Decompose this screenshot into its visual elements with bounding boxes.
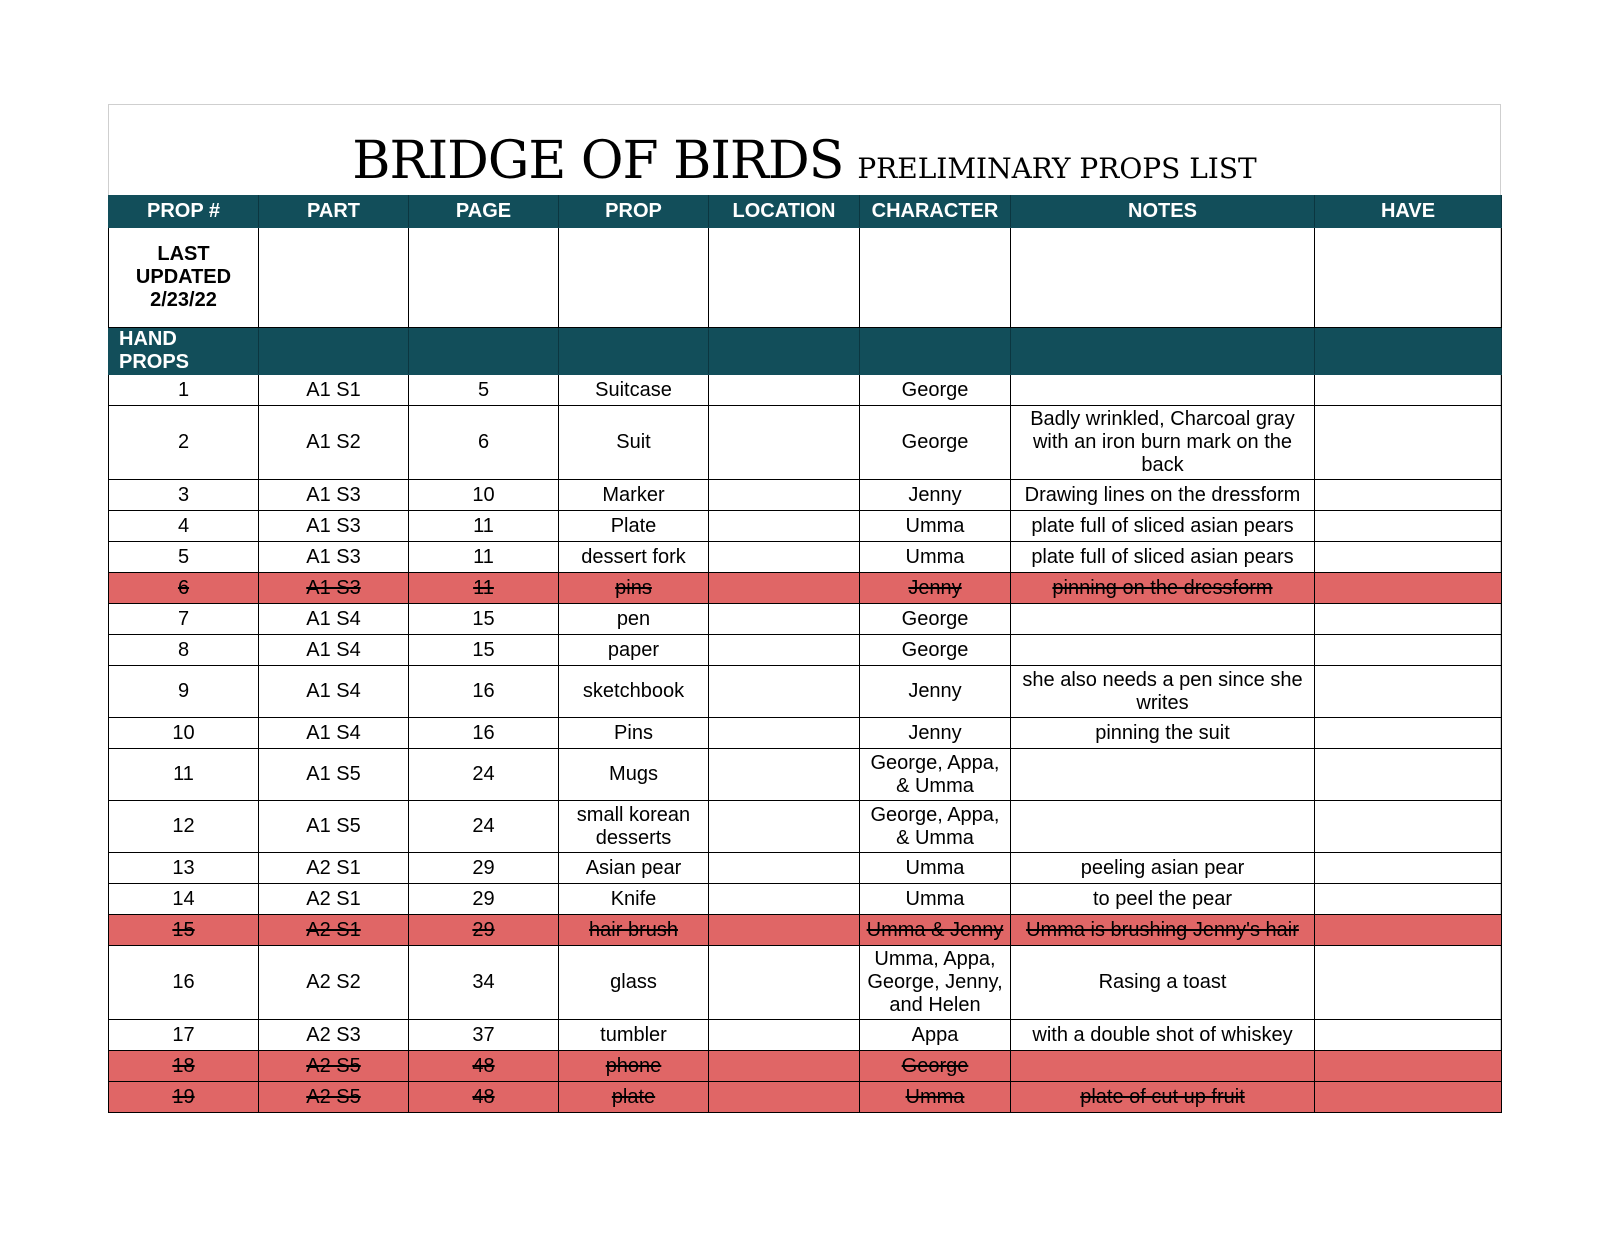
last-updated-date: 2/23/22 — [150, 289, 217, 311]
cell-have[interactable] — [1315, 946, 1502, 1020]
cell-part[interactable]: A2 S3 — [259, 1020, 409, 1051]
cell-prop-num[interactable]: 17 — [109, 1020, 259, 1051]
table-row — [109, 801, 1502, 853]
table-row — [109, 375, 1502, 406]
section-cell[interactable] — [409, 328, 559, 375]
section-cell[interactable] — [259, 328, 409, 375]
cell-page[interactable]: 16 — [409, 666, 559, 718]
table-row — [109, 604, 1502, 635]
cell-part[interactable]: A1 S3 — [259, 573, 409, 604]
cell-notes[interactable]: to peel the pear — [1011, 884, 1315, 915]
table-row-cut — [109, 1051, 1502, 1082]
cell-have[interactable] — [1315, 915, 1502, 946]
cell-character[interactable]: George — [860, 1051, 1011, 1082]
cell-prop[interactable]: Suitcase — [559, 375, 709, 406]
section-cell[interactable] — [1011, 328, 1315, 375]
table-row — [109, 718, 1502, 749]
cell-prop[interactable]: tumbler — [559, 1020, 709, 1051]
cell-prop[interactable]: Marker — [559, 480, 709, 511]
cell-character[interactable]: George, Appa, & Umma — [860, 749, 1011, 801]
cell-prop-num[interactable]: 19 — [109, 1082, 259, 1113]
cell-part[interactable]: A1 S4 — [259, 666, 409, 718]
last-updated-line-1: LAST — [157, 243, 210, 265]
props-sheet — [108, 104, 1501, 1113]
cell-part[interactable]: A2 S1 — [259, 915, 409, 946]
cell-page[interactable]: 37 — [409, 1020, 559, 1051]
table-row — [109, 511, 1502, 542]
table-row — [109, 635, 1502, 666]
cell-notes[interactable] — [1011, 375, 1315, 406]
last-updated-row — [109, 228, 1502, 328]
table-cell[interactable] — [860, 228, 1011, 328]
cell-prop[interactable]: Plate — [559, 511, 709, 542]
cell-prop-num[interactable]: 14 — [109, 884, 259, 915]
cell-character[interactable]: Appa — [860, 1020, 1011, 1051]
cell-character[interactable]: Umma — [860, 853, 1011, 884]
section-row-hand-props — [109, 328, 1502, 375]
cell-have[interactable] — [1315, 1082, 1502, 1113]
cell-notes[interactable] — [1011, 1051, 1315, 1082]
cell-have[interactable] — [1315, 666, 1502, 718]
cell-page[interactable]: 48 — [409, 1082, 559, 1113]
cell-prop[interactable]: plate — [559, 1082, 709, 1113]
cell-location[interactable] — [709, 1051, 860, 1082]
table-row — [109, 853, 1502, 884]
cell-prop-num[interactable]: 9 — [109, 666, 259, 718]
cell-character[interactable]: George — [860, 375, 1011, 406]
cell-location[interactable] — [709, 573, 860, 604]
cell-part[interactable]: A1 S4 — [259, 604, 409, 635]
title-bar — [109, 105, 1500, 195]
cell-prop[interactable]: paper — [559, 635, 709, 666]
cell-notes[interactable]: plate full of sliced asian pears — [1011, 511, 1315, 542]
cell-notes[interactable] — [1011, 749, 1315, 801]
cell-page[interactable]: 6 — [409, 406, 559, 480]
cell-part[interactable]: A1 S3 — [259, 542, 409, 573]
cell-character[interactable]: Umma — [860, 542, 1011, 573]
cell-location[interactable] — [709, 666, 860, 718]
table-row — [109, 406, 1502, 480]
cell-character[interactable]: Umma — [860, 884, 1011, 915]
cell-have[interactable] — [1315, 718, 1502, 749]
cell-page[interactable]: 15 — [409, 635, 559, 666]
cell-location[interactable] — [709, 542, 860, 573]
cell-part[interactable]: A2 S1 — [259, 853, 409, 884]
cell-part[interactable]: A1 S5 — [259, 749, 409, 801]
cell-prop-num[interactable]: 2 — [109, 406, 259, 480]
col-header-prop-num: PROP # — [109, 196, 259, 228]
col-header-character: CHARACTER — [860, 196, 1011, 228]
cell-character[interactable]: George — [860, 635, 1011, 666]
props-table — [108, 195, 1502, 1113]
cell-prop[interactable]: glass — [559, 946, 709, 1020]
page-title: BRIDGE OF BIRDS — [352, 131, 844, 191]
cell-location[interactable] — [709, 853, 860, 884]
cell-part[interactable]: A1 S3 — [259, 480, 409, 511]
cell-prop[interactable]: Suit — [559, 406, 709, 480]
cell-have[interactable] — [1315, 1020, 1502, 1051]
cell-character[interactable]: Jenny — [860, 666, 1011, 718]
col-header-prop: PROP — [559, 196, 709, 228]
table-cell[interactable] — [709, 228, 860, 328]
cell-have[interactable] — [1315, 853, 1502, 884]
cell-notes[interactable]: peeling asian pear — [1011, 853, 1315, 884]
cell-character[interactable]: Umma — [860, 511, 1011, 542]
cell-location[interactable] — [709, 749, 860, 801]
cell-have[interactable] — [1315, 375, 1502, 406]
table-row — [109, 1020, 1502, 1051]
cell-notes[interactable]: plate full of sliced asian pears — [1011, 542, 1315, 573]
cell-prop-num[interactable]: 12 — [109, 801, 259, 853]
table-row — [109, 480, 1502, 511]
cell-part[interactable]: A1 S5 — [259, 801, 409, 853]
col-header-have: HAVE — [1315, 196, 1502, 228]
cell-have[interactable] — [1315, 749, 1502, 801]
cell-character[interactable]: Jenny — [860, 573, 1011, 604]
cell-prop[interactable]: small korean desserts — [559, 801, 709, 853]
cell-prop[interactable]: Mugs — [559, 749, 709, 801]
cell-character[interactable]: Umma — [860, 1082, 1011, 1113]
cell-location[interactable] — [709, 915, 860, 946]
cell-location[interactable] — [709, 801, 860, 853]
cell-prop[interactable]: hair brush — [559, 915, 709, 946]
cell-page[interactable]: 5 — [409, 375, 559, 406]
cell-notes[interactable] — [1011, 604, 1315, 635]
cell-prop-num[interactable]: 6 — [109, 573, 259, 604]
table-row-cut — [109, 915, 1502, 946]
table-cell[interactable] — [1011, 228, 1315, 328]
page-subtitle: PRELIMINARY PROPS LIST — [857, 152, 1257, 185]
cell-character[interactable]: George — [860, 406, 1011, 480]
cell-part[interactable]: A2 S5 — [259, 1082, 409, 1113]
header-row — [109, 196, 1502, 228]
cell-part[interactable]: A1 S4 — [259, 718, 409, 749]
cell-part[interactable]: A1 S1 — [259, 375, 409, 406]
cell-have[interactable] — [1315, 480, 1502, 511]
cell-location[interactable] — [709, 718, 860, 749]
table-row-cut — [109, 1082, 1502, 1113]
cell-page[interactable]: 11 — [409, 511, 559, 542]
cell-have[interactable] — [1315, 573, 1502, 604]
cell-notes[interactable]: pinning on the dressform — [1011, 573, 1315, 604]
table-row — [109, 666, 1502, 718]
cell-location[interactable] — [709, 511, 860, 542]
cell-have[interactable] — [1315, 406, 1502, 480]
cell-part[interactable]: A2 S2 — [259, 946, 409, 1020]
cell-notes[interactable]: Badly wrinkled, Charcoal gray with an iron burn mark on the back — [1011, 406, 1315, 480]
cell-character[interactable]: George, Appa, & Umma — [860, 801, 1011, 853]
cell-part[interactable]: A2 S5 — [259, 1051, 409, 1082]
cell-prop[interactable]: dessert fork — [559, 542, 709, 573]
cell-have[interactable] — [1315, 635, 1502, 666]
cell-prop[interactable]: Pins — [559, 718, 709, 749]
section-cell[interactable] — [860, 328, 1011, 375]
section-label[interactable]: HAND PROPS — [109, 328, 259, 375]
section-cell[interactable] — [709, 328, 860, 375]
cell-prop-num[interactable]: 7 — [109, 604, 259, 635]
cell-part[interactable]: A1 S4 — [259, 635, 409, 666]
cell-have[interactable] — [1315, 511, 1502, 542]
cell-prop-num[interactable]: 16 — [109, 946, 259, 1020]
cell-page[interactable]: 29 — [409, 884, 559, 915]
table-row — [109, 946, 1502, 1020]
table-cell[interactable] — [409, 228, 559, 328]
cell-prop[interactable]: Knife — [559, 884, 709, 915]
last-updated-line-2: UPDATED — [135, 266, 232, 288]
cell-location[interactable] — [709, 946, 860, 1020]
cell-notes[interactable]: Drawing lines on the dressform — [1011, 480, 1315, 511]
table-cell[interactable] — [259, 228, 409, 328]
cell-prop-num[interactable]: 11 — [109, 749, 259, 801]
cell-have[interactable] — [1315, 604, 1502, 635]
cell-page[interactable]: 24 — [409, 749, 559, 801]
cell-character[interactable]: Umma & Jenny — [860, 915, 1011, 946]
last-updated-cell[interactable] — [109, 228, 259, 328]
table-cell[interactable] — [559, 228, 709, 328]
col-header-notes: NOTES — [1011, 196, 1315, 228]
section-cell[interactable] — [1315, 328, 1502, 375]
cell-notes[interactable]: pinning the suit — [1011, 718, 1315, 749]
cell-page[interactable]: 34 — [409, 946, 559, 1020]
cell-prop[interactable]: pen — [559, 604, 709, 635]
cell-notes[interactable]: Rasing a toast — [1011, 946, 1315, 1020]
col-header-page: PAGE — [409, 196, 559, 228]
cell-have[interactable] — [1315, 542, 1502, 573]
cell-page[interactable]: 11 — [409, 573, 559, 604]
cell-prop-num[interactable]: 10 — [109, 718, 259, 749]
cell-have[interactable] — [1315, 1051, 1502, 1082]
table-cell[interactable] — [1315, 228, 1502, 328]
cell-location[interactable] — [709, 604, 860, 635]
cell-prop-num[interactable]: 15 — [109, 915, 259, 946]
cell-location[interactable] — [709, 635, 860, 666]
section-cell[interactable] — [559, 328, 709, 375]
cell-have[interactable] — [1315, 801, 1502, 853]
col-header-location: LOCATION — [709, 196, 860, 228]
cell-prop-num[interactable]: 18 — [109, 1051, 259, 1082]
cell-page[interactable]: 29 — [409, 853, 559, 884]
cell-page[interactable]: 24 — [409, 801, 559, 853]
cell-character[interactable]: Jenny — [860, 718, 1011, 749]
cell-prop[interactable]: Asian pear — [559, 853, 709, 884]
cell-part[interactable]: A1 S3 — [259, 511, 409, 542]
table-row — [109, 749, 1502, 801]
cell-location[interactable] — [709, 406, 860, 480]
cell-prop-num[interactable]: 5 — [109, 542, 259, 573]
cell-prop[interactable]: pins — [559, 573, 709, 604]
cell-part[interactable]: A1 S2 — [259, 406, 409, 480]
cell-notes[interactable]: she also needs a pen since she writes — [1011, 666, 1315, 718]
cell-location[interactable] — [709, 375, 860, 406]
cell-prop-num[interactable]: 3 — [109, 480, 259, 511]
cell-location[interactable] — [709, 1082, 860, 1113]
cell-location[interactable] — [709, 884, 860, 915]
cell-prop-num[interactable]: 8 — [109, 635, 259, 666]
table-row — [109, 542, 1502, 573]
cell-notes[interactable]: with a double shot of whiskey — [1011, 1020, 1315, 1051]
cell-prop-num[interactable]: 4 — [109, 511, 259, 542]
cell-part[interactable]: A2 S1 — [259, 884, 409, 915]
cell-page[interactable]: 10 — [409, 480, 559, 511]
col-header-part: PART — [259, 196, 409, 228]
cell-page[interactable]: 15 — [409, 604, 559, 635]
cell-notes[interactable] — [1011, 801, 1315, 853]
cell-page[interactable]: 48 — [409, 1051, 559, 1082]
cell-have[interactable] — [1315, 884, 1502, 915]
cell-prop-num[interactable]: 13 — [109, 853, 259, 884]
cell-notes[interactable]: plate of cut up fruit — [1011, 1082, 1315, 1113]
cell-character[interactable]: Jenny — [860, 480, 1011, 511]
cell-page[interactable]: 16 — [409, 718, 559, 749]
cell-character[interactable]: Umma, Appa, George, Jenny, and Helen — [860, 946, 1011, 1020]
cell-prop-num[interactable]: 1 — [109, 375, 259, 406]
table-row-cut — [109, 573, 1502, 604]
cell-character[interactable]: George — [860, 604, 1011, 635]
cell-notes[interactable] — [1011, 635, 1315, 666]
table-row — [109, 884, 1502, 915]
cell-prop[interactable]: phone — [559, 1051, 709, 1082]
cell-page[interactable]: 11 — [409, 542, 559, 573]
cell-location[interactable] — [709, 480, 860, 511]
cell-page[interactable]: 29 — [409, 915, 559, 946]
cell-location[interactable] — [709, 1020, 860, 1051]
cell-notes[interactable]: Umma is brushing Jenny's hair — [1011, 915, 1315, 946]
cell-prop[interactable]: sketchbook — [559, 666, 709, 718]
